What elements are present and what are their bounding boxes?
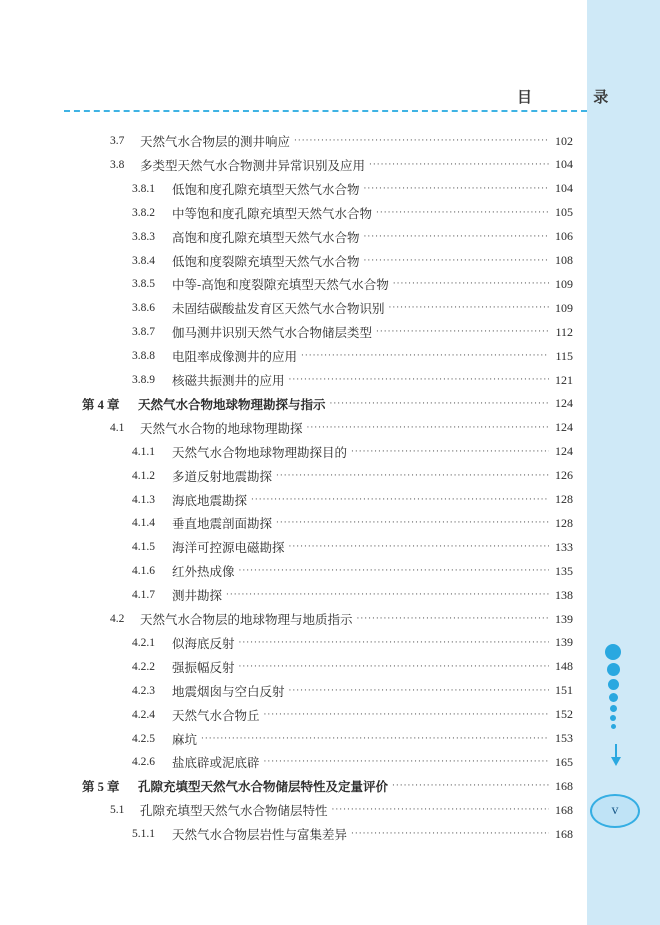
toc-leader-dots xyxy=(289,686,549,696)
toc-entry xyxy=(0,179,587,199)
toc-leader-dots xyxy=(364,256,549,266)
toc-entry-number: 4.2 xyxy=(110,613,125,625)
toc-entry-title: 多类型天然气水合物测井异常识别及应用 xyxy=(140,157,366,173)
toc-entry xyxy=(0,227,587,247)
toc-entry-number: 4.1.3 xyxy=(132,493,155,506)
toc-entry-title: 天然气水合物的地球物理勘探 xyxy=(140,420,303,436)
toc-entry xyxy=(0,490,587,510)
toc-entry-title: 天然气水合物层的地球物理与地质指示 xyxy=(140,612,353,627)
toc-entry-number: 4.2.6 xyxy=(132,756,155,769)
page-header-title: 目 录 xyxy=(517,88,637,106)
toc-entry-number: 3.7 xyxy=(110,135,125,147)
toc-entry-page: 151 xyxy=(555,683,573,698)
toc-entry-number: 3.8.8 xyxy=(132,350,155,363)
toc-entry xyxy=(0,418,587,438)
toc-entry-page: 128 xyxy=(555,492,573,506)
toc-entry xyxy=(0,729,587,749)
toc-entry-number: 3.8 xyxy=(110,158,125,171)
toc-entry-title: 地震烟囱与空白反射 xyxy=(172,683,285,699)
toc-entry-page: 115 xyxy=(555,348,573,363)
toc-leader-dots xyxy=(376,327,549,337)
toc-entry-page: 109 xyxy=(555,300,573,315)
toc-entry-page: 105 xyxy=(555,205,573,220)
toc-entry xyxy=(0,657,587,677)
nav-dot xyxy=(609,693,618,702)
toc-entry xyxy=(0,537,587,557)
toc-leader-dots xyxy=(393,279,549,289)
toc-entry-title: 中等-高饱和度裂隙充填型天然气水合物 xyxy=(172,277,389,293)
nav-dot xyxy=(605,644,621,660)
toc-entry xyxy=(0,274,587,294)
toc-entry-title: 孔隙充填型天然气水合物储层特性 xyxy=(140,803,328,819)
toc-entry-number: 4.1.7 xyxy=(132,589,155,602)
toc-entry-page: 121 xyxy=(555,372,573,387)
toc-entry-number: 4.1.6 xyxy=(132,565,155,578)
toc-entry-page: 148 xyxy=(555,659,573,674)
toc-leader-dots xyxy=(201,734,549,744)
toc-entry-title: 似海底反射 xyxy=(172,635,235,651)
toc-entry-page: 128 xyxy=(555,515,573,530)
toc-leader-dots xyxy=(301,351,549,361)
toc-entry xyxy=(0,131,587,151)
toc-leader-dots xyxy=(239,566,549,576)
toc-leader-dots xyxy=(289,542,549,552)
toc-entry xyxy=(0,346,587,366)
toc-entry xyxy=(0,681,587,701)
toc-entry-title: 未固结碳酸盐发育区天然气水合物识别 xyxy=(172,301,385,317)
toc-entry-page: 106 xyxy=(555,229,573,244)
nav-dot xyxy=(608,679,619,690)
toc-entry-title: 海底地震勘探 xyxy=(172,492,248,508)
toc-leader-dots xyxy=(276,471,549,481)
toc-entry-page: 139 xyxy=(555,635,573,650)
toc-entry-number: 5.1 xyxy=(110,804,125,817)
toc-leader-dots xyxy=(276,518,549,528)
toc-leader-dots xyxy=(330,399,549,409)
nav-arrow-stem xyxy=(615,744,617,758)
toc-leader-dots xyxy=(289,375,549,385)
toc-entry xyxy=(0,824,587,844)
toc-entry-title: 海洋可控源电磁勘探 xyxy=(172,540,285,556)
toc-entry-title: 垂直地震剖面勘探 xyxy=(172,516,273,532)
toc-entry-number: 3.8.1 xyxy=(132,182,155,195)
toc-leader-dots xyxy=(369,160,549,170)
toc-entry-page: 153 xyxy=(555,731,573,745)
toc-entry xyxy=(0,513,587,533)
toc-entry-page: 126 xyxy=(555,468,573,483)
toc-entry-title: 天然气水合物层岩性与富集差异 xyxy=(172,827,348,843)
toc-entry-page: 108 xyxy=(555,253,573,267)
side-color-band xyxy=(587,0,660,925)
toc-leader-dots xyxy=(239,662,549,672)
toc-entry xyxy=(0,609,587,629)
toc-entry-title: 测井勘探 xyxy=(172,588,223,604)
toc-entry-page: 102 xyxy=(555,133,573,148)
toc-entry xyxy=(0,298,587,318)
toc-entry-title: 天然气水合物丘 xyxy=(172,707,260,723)
toc-entry-title: 盐底辟或泥底辟 xyxy=(172,755,260,771)
toc-entry-page: 133 xyxy=(555,539,573,554)
toc-leader-dots xyxy=(389,303,549,313)
toc-entry xyxy=(0,442,587,462)
toc-entry-number: 4.1.4 xyxy=(132,517,155,530)
toc-entry xyxy=(0,370,587,390)
nav-dot xyxy=(610,705,617,712)
toc-entry-title: 孔隙充填型天然气水合物储层特性及定量评价 xyxy=(138,779,389,795)
toc-entry-page: 138 xyxy=(555,587,573,602)
toc-entry xyxy=(0,203,587,223)
toc-entry-page: 124 xyxy=(555,396,573,411)
toc-entry-number: 3.8.6 xyxy=(132,302,155,315)
toc-entry-number: 4.2.5 xyxy=(132,732,155,745)
toc-entry-number: 4.2.2 xyxy=(132,660,155,673)
toc-leader-dots xyxy=(364,232,549,242)
toc-entry-number: 3.8.2 xyxy=(132,206,155,219)
toc-entry-number: 3.8.9 xyxy=(132,374,155,386)
toc-entry-page: 104 xyxy=(555,181,573,196)
toc-leader-dots xyxy=(351,829,549,839)
toc-entry-number: 4.1 xyxy=(110,421,125,434)
toc-entry-number: 3.8.7 xyxy=(132,326,155,339)
toc-leader-dots xyxy=(251,495,549,505)
toc-entry-page: 139 xyxy=(555,611,573,626)
toc-entry-title: 核磁共振测井的应用 xyxy=(172,373,285,388)
arrow-down-icon xyxy=(611,757,621,766)
toc-entry-title: 电阻率成像测井的应用 xyxy=(172,349,298,365)
toc-entry xyxy=(0,561,587,581)
toc-chapter-entry xyxy=(0,776,587,796)
toc-entry-title: 天然气水合物地球物理勘探与指示 xyxy=(138,396,326,412)
toc-entry xyxy=(0,585,587,605)
page-number-badge: v xyxy=(590,794,640,828)
toc-entry-title: 红外热成像 xyxy=(172,564,235,580)
toc-entry-page: 124 xyxy=(555,444,573,459)
toc-leader-dots xyxy=(351,447,549,457)
toc-leader-dots xyxy=(332,805,549,815)
toc-entry-number: 第 5 章 xyxy=(82,780,120,795)
toc-entry-number: 3.8.3 xyxy=(132,230,155,243)
toc-entry-page: 135 xyxy=(555,563,573,578)
toc-entry-page: 112 xyxy=(555,324,573,339)
toc-entry-page: 168 xyxy=(555,826,573,841)
toc-leader-dots xyxy=(264,710,549,720)
toc-entry xyxy=(0,752,587,772)
toc-entry-title: 高饱和度孔隙充填型天然气水合物 xyxy=(172,229,360,245)
toc-entry xyxy=(0,466,587,486)
toc-entry-title: 多道反射地震勘探 xyxy=(172,468,273,484)
toc-entry-number: 4.2.3 xyxy=(132,684,155,697)
toc-entry-number: 4.2.4 xyxy=(132,708,155,721)
toc-leader-dots xyxy=(392,781,549,791)
header-dashed-rule xyxy=(64,110,587,112)
toc-entry xyxy=(0,322,587,342)
toc-entry-page: 104 xyxy=(555,157,573,172)
toc-leader-dots xyxy=(264,757,549,767)
toc-entry-title: 伽马测井识别天然气水合物储层类型 xyxy=(172,325,373,341)
nav-dot xyxy=(611,724,616,729)
toc-entry-number: 第 4 章 xyxy=(82,397,120,412)
toc-chapter-entry xyxy=(0,394,587,414)
toc-entry-title: 天然气水合物层的测井响应 xyxy=(140,134,291,149)
toc-entry xyxy=(0,251,587,271)
toc-entry xyxy=(0,800,587,820)
toc-entry xyxy=(0,633,587,653)
toc-leader-dots xyxy=(239,638,549,648)
toc-leader-dots xyxy=(294,136,549,146)
toc-entry-page: 168 xyxy=(555,802,573,817)
toc-entry-title: 强振幅反射 xyxy=(172,659,235,675)
toc-entry-number: 4.2.1 xyxy=(132,636,155,649)
nav-dot xyxy=(607,663,620,676)
toc-entry-page: 168 xyxy=(555,778,573,793)
toc-entry-title: 低饱和度孔隙充填型天然气水合物 xyxy=(172,181,360,197)
toc-leader-dots xyxy=(307,423,549,433)
toc-entry-page: 109 xyxy=(555,276,573,291)
toc-entry-page: 165 xyxy=(555,754,573,769)
toc-leader-dots xyxy=(364,184,549,194)
toc-entry xyxy=(0,155,587,175)
toc-entry-page: 152 xyxy=(555,707,573,722)
toc-entry-number: 3.8.5 xyxy=(132,278,155,291)
toc-entry xyxy=(0,705,587,725)
toc-leader-dots xyxy=(376,208,549,218)
dot-navigation-indicator xyxy=(603,644,623,729)
toc-entry-title: 中等饱和度孔隙充填型天然气水合物 xyxy=(172,205,373,221)
toc-entry-number: 4.1.2 xyxy=(132,469,155,482)
toc-leader-dots xyxy=(226,590,549,600)
toc-entry-number: 4.1.5 xyxy=(132,541,155,554)
nav-dot xyxy=(610,715,616,721)
toc-entry-number: 4.1.1 xyxy=(132,445,155,458)
toc-entry-title: 低饱和度裂隙充填型天然气水合物 xyxy=(172,253,360,269)
toc-entry-number: 5.1.1 xyxy=(132,828,155,841)
toc-entry-title: 天然气水合物地球物理勘探目的 xyxy=(172,444,348,460)
toc-leader-dots xyxy=(357,614,549,624)
toc-entry-title: 麻坑 xyxy=(172,731,198,747)
toc-entry-number: 3.8.4 xyxy=(132,254,155,267)
toc-entry-page: 124 xyxy=(555,420,573,435)
